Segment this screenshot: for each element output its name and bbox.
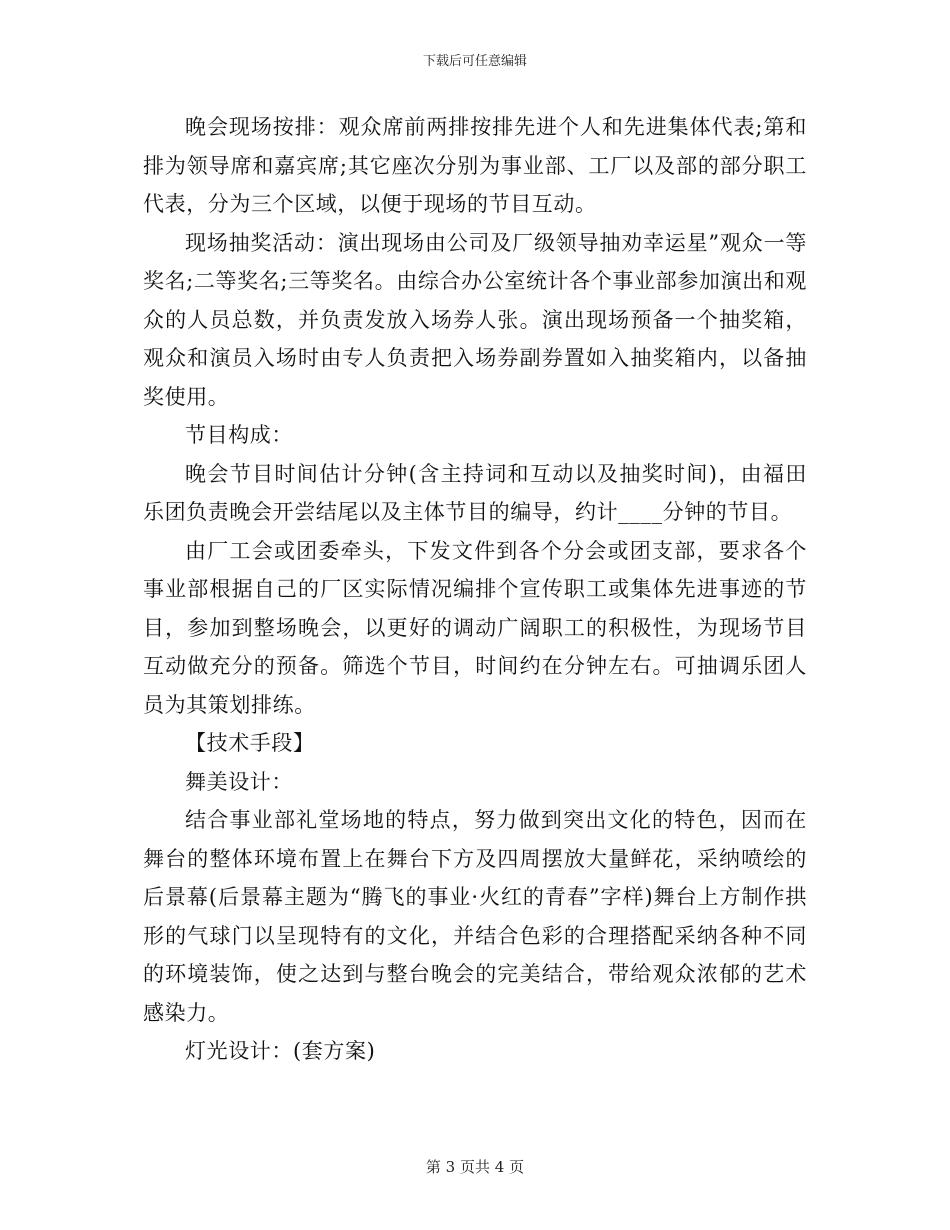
paragraph-seating: 晚会现场按排：观众席前两排按排先进个人和先进集体代表;第和排为领导席和嘉宾席;其它座次分别为事业部、工厂以及部的部分职工代表，分为三个区域，以便于现场的节目互动。 bbox=[143, 115, 807, 216]
paragraph-program-heading: 节目构成： bbox=[185, 423, 293, 447]
page-footer: 第 3 页共 4 页 bbox=[425, 1158, 525, 1176]
page-header: 下载后可任意编辑 bbox=[422, 54, 527, 69]
paragraph-stage-heading: 舞美设计： bbox=[185, 769, 293, 794]
paragraph-program-time: 晚会节目时间估计分钟(含主持词和互动以及抽奖时间)，由福田乐团负责晚会开尝结尾以及主体节目的编导，约计____分钟的节目。 bbox=[143, 461, 807, 524]
document-body bbox=[143, 108, 807, 1071]
paragraph-lottery: 现场抽奖活动：演出现场由公司及厂级领导抽劝幸运星”观众一等奖名;二等奖名;三等奖名。由综合办公室统计各个事业部参加演出和观众的人员总数，并负责发放入场券人张。演出现场预备一个抽奖箱，观众和演员入场时由专人负责把入场券副券置如入抽奖箱内，以备抽奖使用。 bbox=[143, 230, 807, 409]
paragraph-program-union: 由厂工会或团委牵头，下发文件到各个分会或团支部，要求各个事业部根据自己的厂区实际情况编排个宣传职工或集体先进事迹的节目，参加到整场晚会，以更好的调动广阔职工的积极性，为现场节目互动做充分的预备。筛选个节目，时间约在分钟左右。可抽调乐团人员为其策划排练。 bbox=[143, 538, 807, 717]
paragraph-lighting-heading: 灯光设计：(套方案) bbox=[185, 1039, 376, 1063]
paragraph-stage-design: 结合事业部礼堂场地的特点，努力做到突出文化的特色，因而在舞台的整体环境布置上在舞台下方及四周摆放大量鲜花，采纳喷绘的后景幕(后景幕主题为“腾飞的事业·火红的青春”字样)舞台上方制作拱形的气球门以呈现特有的文化，并结合色彩的合理搭配采纳各种不同的环境装饰，使之达到与整台晚会的完美结合，带给观众浓郁的艺术感染力。 bbox=[143, 808, 807, 1025]
section-heading-technique: 【技术手段】 bbox=[185, 731, 315, 755]
